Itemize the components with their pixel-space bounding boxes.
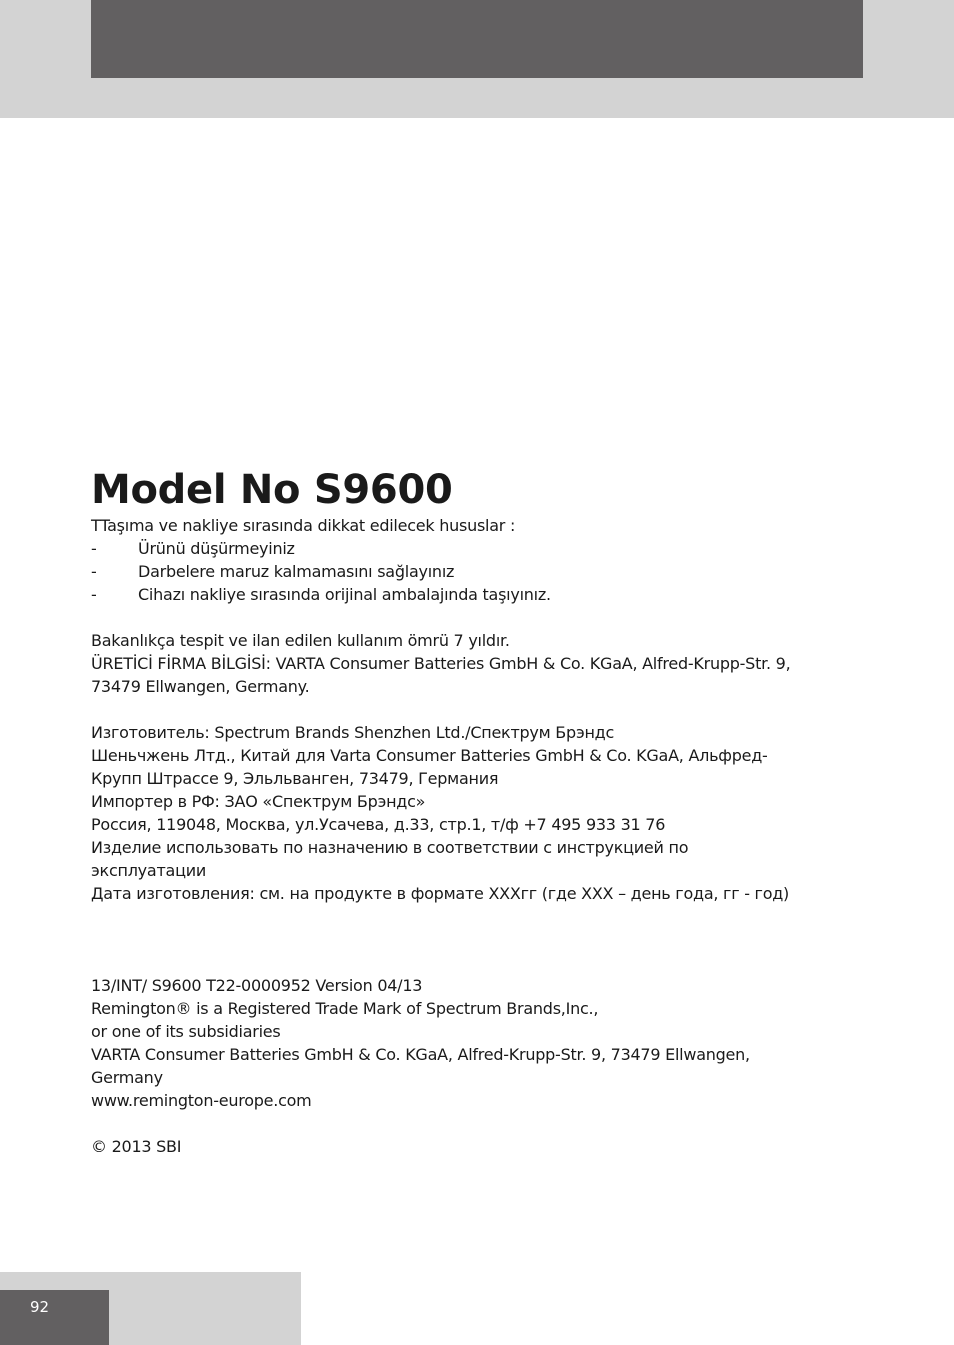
russian-info-line: Россия, 119048, Москва, ул.Усачева, д.33, стр.1, т/ф +7 495 933 31 76 [91, 815, 666, 834]
list-item [91, 583, 871, 606]
page-number: 92 [30, 1298, 50, 1316]
page-title: Model No S9600 [91, 467, 453, 513]
turkish-info-line: 73479 Ellwangen, Germany. [91, 677, 310, 696]
list-item [91, 560, 871, 583]
bullet-dash: - [91, 539, 97, 558]
russian-info-line: эксплуатации [91, 861, 207, 880]
header-bar [91, 0, 863, 78]
footer-info-line: 13/INT/ S9600 T22-0000952 Version 04/13 [91, 976, 423, 995]
footer-info-line: VARTA Consumer Batteries GmbH & Co. KGaA, Alfred-Krupp-Str. 9, 73479 Ellwangen, [91, 1045, 750, 1064]
russian-info-line: Дата изготовления: см. на продукте в формате XXXгг (где XXX – день года, гг - год) [91, 884, 790, 903]
russian-info-line: Изделие использовать по назначению в соответствии с инструкцией по [91, 838, 689, 857]
copyright: © 2013 SBI [91, 1137, 182, 1156]
page-number-box [0, 1290, 109, 1345]
website-url: www.remington-europe.com [91, 1091, 312, 1110]
russian-info-line: Крупп Штрассе 9, Эльльванген, 73479, Германия [91, 769, 499, 788]
bullet-dash: - [91, 585, 97, 604]
turkish-info-line: ÜRETİCİ FİRMA BİLGİSİ: VARTA Consumer Batteries GmbH & Co. KGaA, Alfred-Krupp-Str. 9, [91, 654, 791, 673]
bullet-text: Cihazı nakliye sırasında orijinal ambalajında taşıyınız. [138, 585, 551, 604]
footer-info-line: or one of its subsidiaries [91, 1022, 281, 1041]
bullet-text: Darbelere maruz kalmamasını sağlayınız [138, 562, 455, 581]
russian-info-line: Шеньчжень Лтд., Китай для Varta Consumer Batteries GmbH & Co. KGaA, Альфред- [91, 746, 768, 765]
page-content [91, 466, 871, 1158]
list-item [91, 537, 871, 560]
turkish-info-line: Bakanlıkça tespit ve ilan edilen kullanım ömrü 7 yıldır. [91, 631, 510, 650]
transport-intro: TTaşıma ve nakliye sırasında dikkat edilecek hususlar : [91, 516, 516, 535]
bullet-dash: - [91, 562, 97, 581]
footer-info-line: Remington® is a Registered Trade Mark of Spectrum Brands,Inc., [91, 999, 599, 1018]
bullet-text: Ürünü düşürmeyiniz [138, 539, 295, 558]
footer-info-line: Germany [91, 1068, 163, 1087]
russian-info-line: Изготовитель: Spectrum Brands Shenzhen Ltd./Спектрум Брэндс [91, 723, 615, 742]
russian-info-line: Импортер в РФ: ЗАО «Спектрум Брэндс» [91, 792, 426, 811]
